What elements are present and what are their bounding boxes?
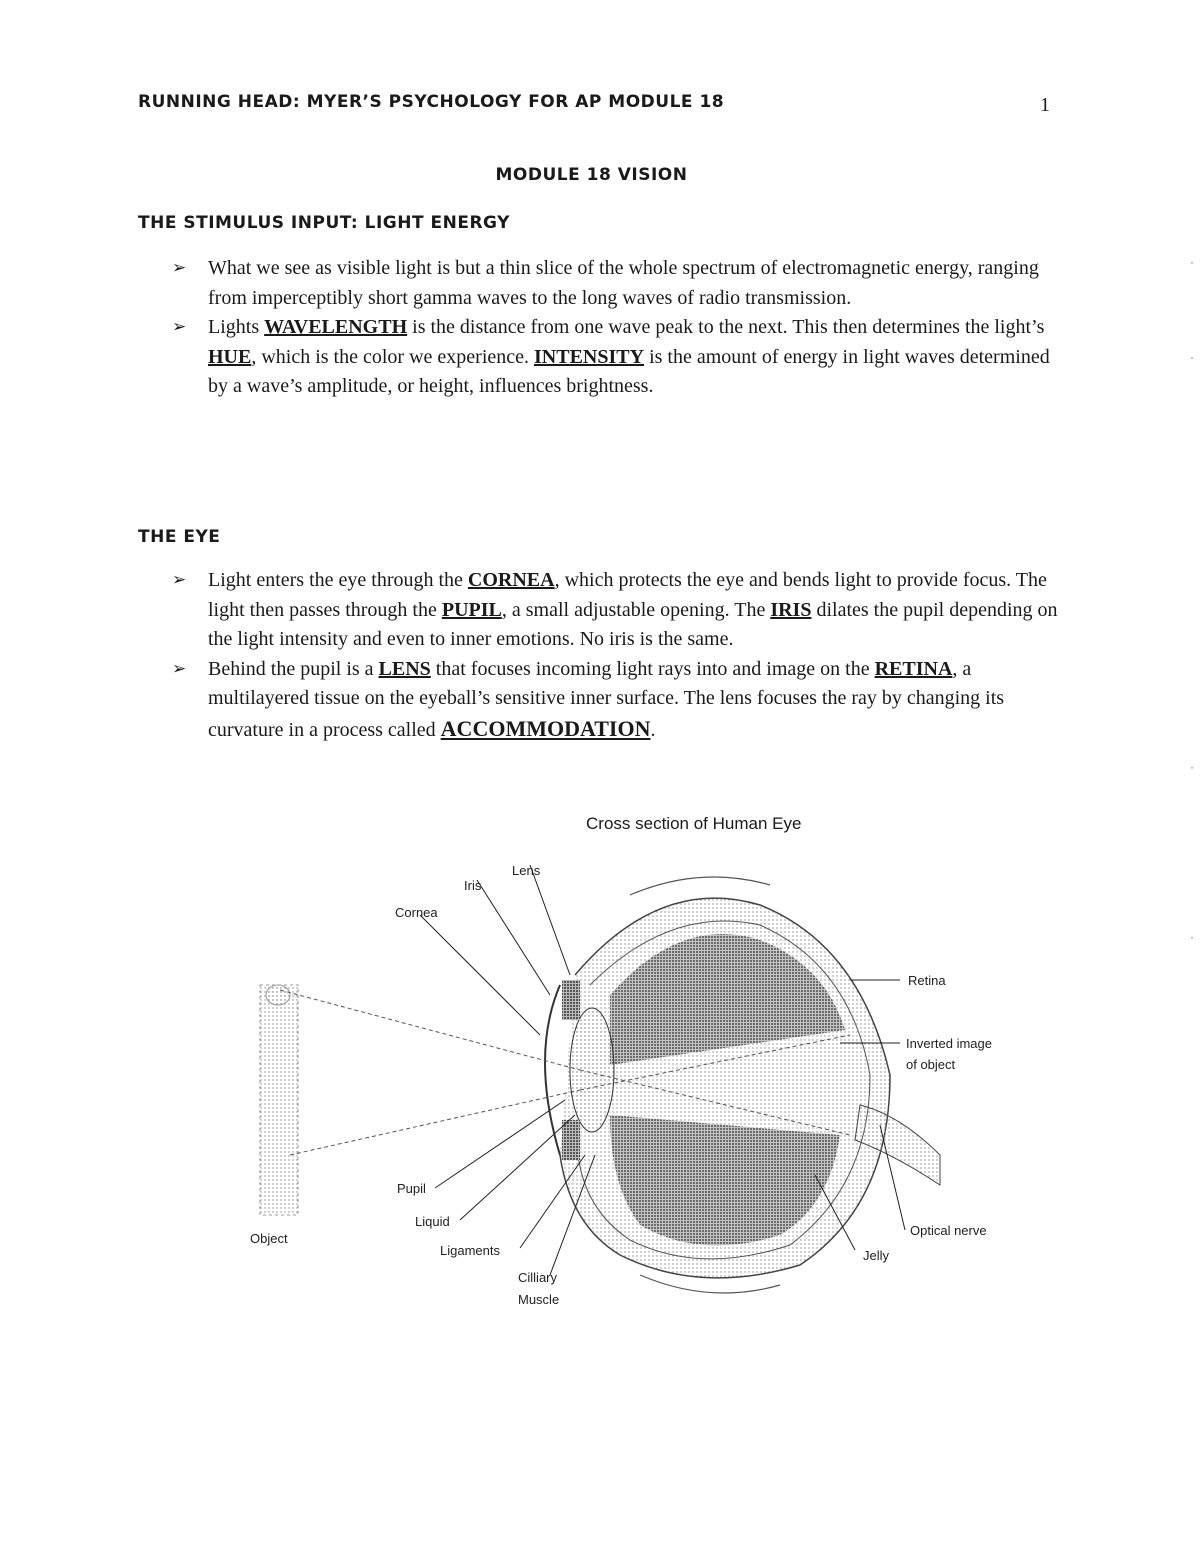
the-eye-bullets [172,566,1062,745]
label-liquid: Liquid [415,1214,450,1229]
label-optical-nerve: Optical nerve [910,1223,987,1238]
arrow-bullet-icon: ➢ [172,258,187,278]
term-iris: IRIS [770,598,812,621]
object-figure [260,985,298,1215]
list-item [172,566,1062,655]
bullet-text: . [650,718,656,741]
label-jelly: Jelly [863,1248,890,1263]
bullet-text: is the distance from one wave peak to the next. This then determines the light’s [407,316,1045,338]
running-head: RUNNING HEAD: MYER’S PSYCHOLOGY FOR AP MODULE 18 [138,92,725,112]
bullet-text: is the amount of energy in light waves determined by a wave’s amplitude, or height, influences brightness. [208,345,1050,397]
figure-title: Cross section of Human Eye [586,814,802,833]
label-retina: Retina [908,973,946,988]
eyeball [560,877,940,1293]
bullet-text: that focuses incoming light rays into and image on the [430,657,875,680]
label-ligaments: Ligaments [440,1243,500,1258]
bullet-text: What we see as visible light is but a thin slice of the whole spectrum of electromagnetic energy, ranging from imperceptibly short gamma waves to the long waves of radio transmission. [208,257,1039,309]
scan-mark: · [1190,760,1194,774]
light-energy-bullets [172,254,1062,402]
label-lens: Lens [512,863,541,878]
list-item [172,254,1062,313]
bullet-text: Light enters the eye through the [208,569,468,591]
bullet-text: Behind the pupil is a [208,657,379,680]
section-heading-the-eye: THE EYE [138,527,221,547]
term-lens: LENS [378,657,431,680]
bullet-text: , which protects the eye and bends light to provide focus. The light then passes through the [208,569,1047,621]
term-hue: HUE [208,345,252,368]
scan-mark: · [1190,350,1194,364]
label-iris: Iris [464,878,482,893]
bullet-text: Lights [208,316,265,338]
arrow-bullet-icon: ➢ [172,570,187,590]
arrow-bullet-icon: ➢ [172,317,187,337]
scan-mark: · [1190,930,1194,944]
term-intensity: INTENSITY [534,345,645,368]
module-title: MODULE 18 VISION [495,165,688,185]
bullet-text: , which is the color we experience. [251,345,535,368]
label-cornea: Cornea [395,905,438,920]
label-pupil: Pupil [397,1181,426,1196]
term-pupil: PUPIL [441,598,502,621]
label-ciliary: Cilliary [518,1270,557,1285]
term-wavelength: WAVELENGTH [264,316,408,338]
label-muscle: Muscle [518,1292,560,1307]
scan-mark: · [1190,255,1194,269]
label-of-object: of object [906,1057,956,1072]
term-accommodation: ACCOMMODATION [440,715,651,741]
list-item [172,655,1062,746]
term-cornea: CORNEA [467,569,555,591]
bullet-text: , a small adjustable opening. The [501,598,771,621]
label-object: Object [250,1231,288,1246]
label-inverted-image: Inverted image [906,1036,992,1051]
page-number: 1 [1040,94,1050,116]
section-heading-light-energy: THE STIMULUS INPUT: LIGHT ENERGY [138,213,510,233]
list-item [172,313,1062,402]
bullet-text: dilates the pupil depending on the light intensity and even to inner emotions. No iris is the same. [208,598,1058,650]
arrow-bullet-icon: ➢ [172,658,187,679]
bullet-text: , a multilayered tissue on the eyeball’s sensitive inner surface. The lens focuses the ray by changing its curvature in a process called [208,657,1005,741]
eye-cross-section-diagram [240,855,1040,1325]
term-retina: RETINA [874,657,953,680]
